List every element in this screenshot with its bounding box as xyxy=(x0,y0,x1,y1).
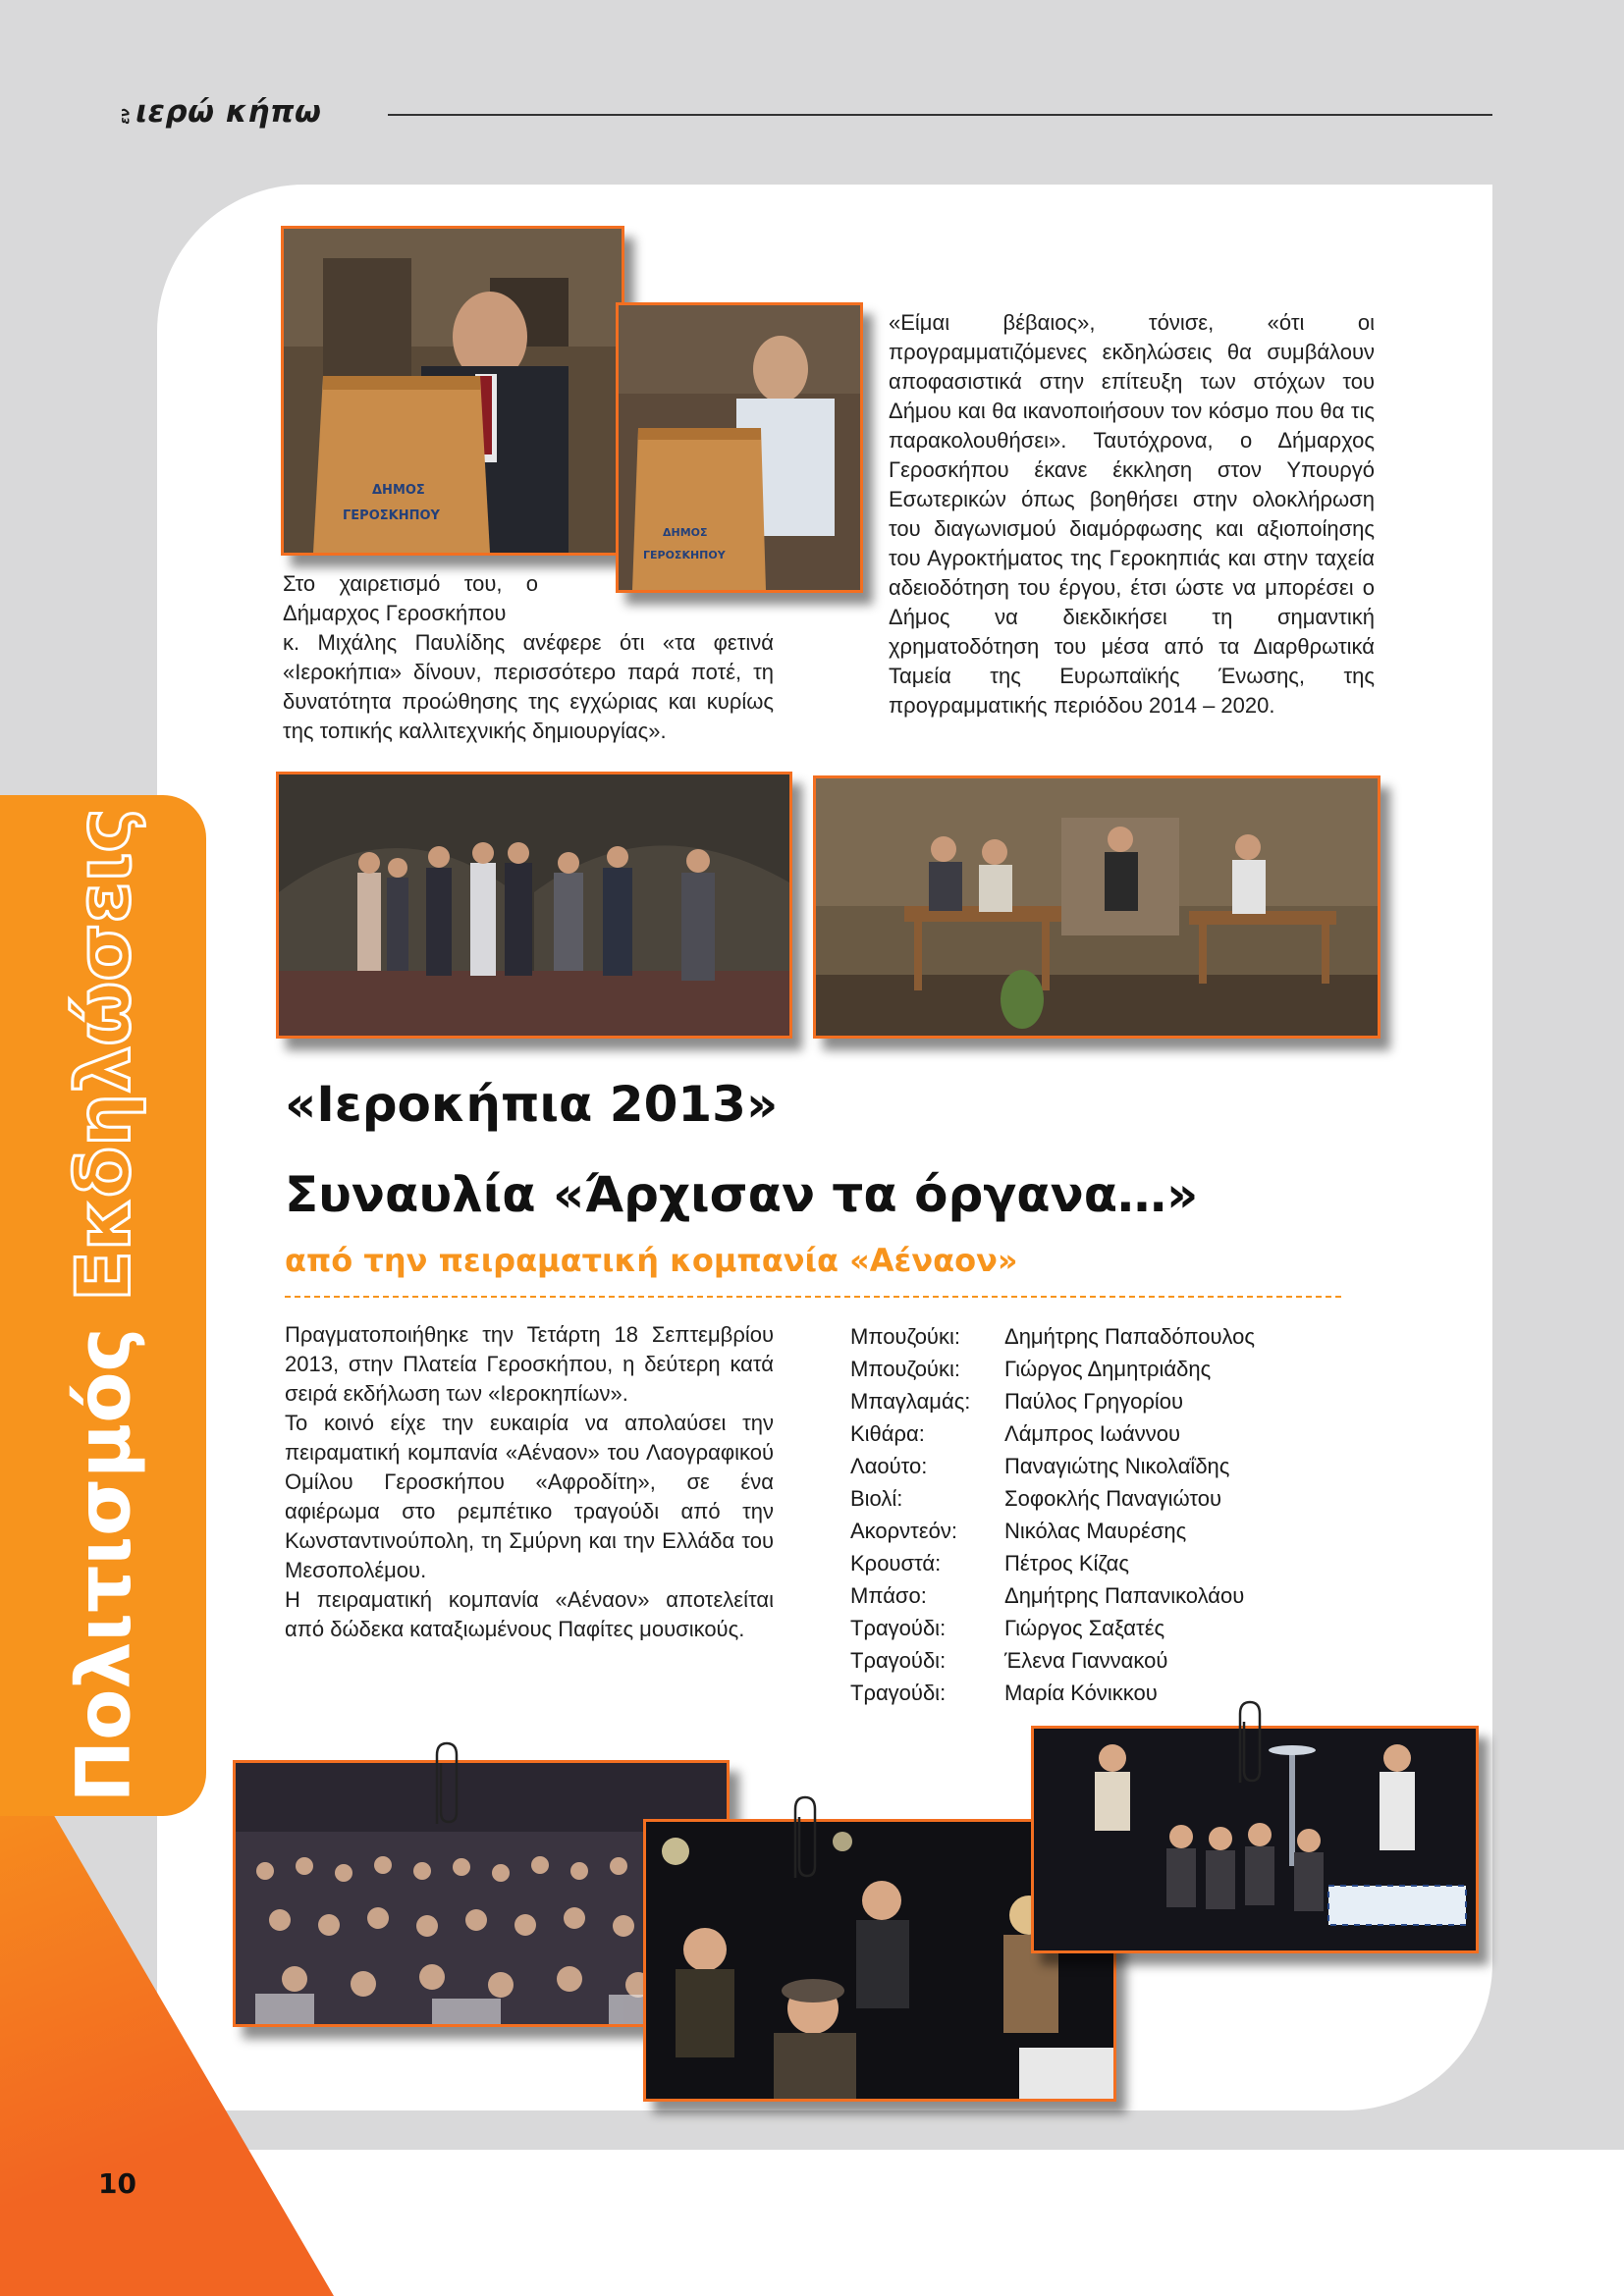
article-paragraph: Η πειραματική κομπανία «Αέναον» αποτελείται από δώδεκα καταξιωμένους Παφίτες μουσικούς. xyxy=(285,1587,774,1641)
dotted-divider xyxy=(285,1296,1341,1298)
roster-role: Τραγούδι: xyxy=(850,1681,947,1705)
article-title-line2: Συναυλία «Άρχισαν τα όργανα…» xyxy=(285,1166,1199,1223)
roster-role: Ακορντεόν: xyxy=(850,1519,958,1543)
podium-sign-line2: ΓΕΡΟΣΚΗΠΟΥ xyxy=(343,508,440,523)
article-title-line1: «Ιεροκήπια 2013» xyxy=(285,1076,779,1133)
roster-row xyxy=(850,1515,1312,1547)
article-paragraph: Το κοινό είχε την ευκαιρία να απολαύσει την πειραματική κομπανία «Αέναον» του Λαογραφικού Ομίλου Γεροσκήπου «Αφροδίτη», σε ένα αφιέρωμα στο ρεμπέτικο τραγούδι από την Κωνσταντινούπολη, τη Σμύρνη και την Ελλάδα του Μεσοπολέμου. xyxy=(285,1411,774,1582)
roster-role: Μπουζούκι: xyxy=(850,1324,960,1349)
roster-row xyxy=(850,1482,1312,1515)
header-prefix: εν xyxy=(118,108,134,125)
roster-role: Κιθάρα: xyxy=(850,1421,925,1446)
roster-name: Πέτρος Κίζας xyxy=(1004,1551,1129,1575)
photo-caption-part1: Στο χαιρετισμό του, ο Δήμαρχος Γεροσκήπου xyxy=(283,571,538,625)
page-number: 10 xyxy=(98,2167,136,2200)
roster-role: Κρουστά: xyxy=(850,1551,942,1575)
roster-name: Γιώργος Σαξατές xyxy=(1004,1616,1165,1640)
paperclip-icon xyxy=(427,1737,460,1832)
roster-role: Τραγούδι: xyxy=(850,1648,947,1673)
roster-name: Μαρία Κόνικκου xyxy=(1004,1681,1158,1705)
photo-caption-part2: κ. Μιχάλης Παυλίδης ανέφερε ότι «τα φετινά «Ιεροκήπια» δίνουν, περισσότερο παρά ποτέ, τη δυνατότητα προώθησης της εγχώριας και κυρίως της τοπικής καλλιτεχνικής δημιουργίας». xyxy=(283,630,774,743)
roster-name: Λάμπρος Ιωάννου xyxy=(1004,1421,1181,1446)
roster-role: Βιολί: xyxy=(850,1486,903,1511)
roster-row xyxy=(850,1450,1312,1482)
magazine-header xyxy=(118,94,321,130)
photo-award-ceremony xyxy=(276,772,792,1039)
podium-sign-line1: ΔΗΜΟΣ xyxy=(663,526,708,539)
roster-role: Τραγούδι: xyxy=(850,1616,947,1640)
roster-name: Παναγιώτης Νικολαΐδης xyxy=(1004,1454,1230,1478)
roster-role: Μπουζούκι: xyxy=(850,1357,960,1381)
paperclip-icon xyxy=(1230,1696,1264,1790)
roster-name: Έλενα Γιαννακού xyxy=(1004,1648,1168,1673)
article-paragraph: Πραγματοποιήθηκε την Τετάρτη 18 Σεπτεμβρίου 2013, στην Πλατεία Γεροσκήπου, η δεύτερη κατά σειρά εκδήλωση των «Ιεροκηπίων». xyxy=(285,1322,774,1406)
roster-row xyxy=(850,1579,1312,1612)
podium-sign-line1: ΔΗΜΟΣ xyxy=(372,483,425,498)
article-subtitle: από την πειραματική κομπανία «Αέναον» xyxy=(285,1242,1018,1279)
header-rule xyxy=(388,114,1492,116)
paperclip-icon xyxy=(785,1791,819,1886)
magazine-title: ιερώ κήπω xyxy=(135,94,322,130)
roster-name: Γιώργος Δημητριάδης xyxy=(1004,1357,1212,1381)
section-tab xyxy=(0,795,206,1816)
roster-role: Μπαγλαμάς: xyxy=(850,1389,971,1414)
mayor-quote-column: «Είμαι βέβαιος», τόνισε, «ότι οι προγραμματιζόμενες εκδηλώσεις θα συμβάλουν αποφασιστικά στην επίτευξη των στόχων του Δήμου και θα ικανοποιήσουν τον κόσμο που θα τις παρακολουθήσει». Ταυτόχρονα, ο Δήμαρχος Γεροσκήπου έκανε έκκληση στον Υπουργό Εσωτερικών όπως βοηθήσει στην ολοκλήρωση του διαγωνισμού διαμόρφωσης και αξιοποίησης του Αγροκτήματος της Γεροκηπιάς και στην ταχεία αδειοδότηση του έργου, έτσι ώστε να μπορέσει ο Δήμος να διεκδικήσει τη σημαντική χρηματοδότηση του μέσα από τα Διαρθρωτικά Ταμεία της Ευρωπαϊκής Ένωσης, της προγραμματικής περιόδου 2014 – 2020. xyxy=(889,310,1375,718)
roster-name: Παύλος Γρηγορίου xyxy=(1004,1389,1184,1414)
section-tab-label xyxy=(60,808,147,1802)
photo-second-speaker xyxy=(616,302,863,593)
roster-role: Μπάσο: xyxy=(850,1583,927,1608)
article-body xyxy=(285,1320,774,1644)
roster-row xyxy=(850,1612,1312,1644)
band-roster xyxy=(850,1320,1312,1709)
roster-row xyxy=(850,1353,1312,1385)
roster-row xyxy=(850,1644,1312,1677)
section-word-events: Εκδηλώσεις xyxy=(59,808,147,1303)
photo-mayor-speech xyxy=(281,226,624,556)
podium-sign-line2: ΓΕΡΟΣΚΗΠΟΥ xyxy=(643,549,726,561)
roster-name: Σοφοκλής Παναγιώτου xyxy=(1004,1486,1222,1511)
roster-role: Λαούτο: xyxy=(850,1454,928,1478)
roster-name: Νικόλας Μαυρέσης xyxy=(1004,1519,1187,1543)
roster-row xyxy=(850,1385,1312,1417)
roster-name: Δημήτρης Παπαδόπουλος xyxy=(1004,1324,1255,1349)
section-word-culture: Πολιτισμός xyxy=(59,1327,147,1803)
roster-row xyxy=(850,1547,1312,1579)
roster-row xyxy=(850,1417,1312,1450)
roster-name: Δημήτρης Παπανικολάου xyxy=(1004,1583,1245,1608)
roster-row xyxy=(850,1320,1312,1353)
photo-stage-performance xyxy=(813,775,1380,1039)
